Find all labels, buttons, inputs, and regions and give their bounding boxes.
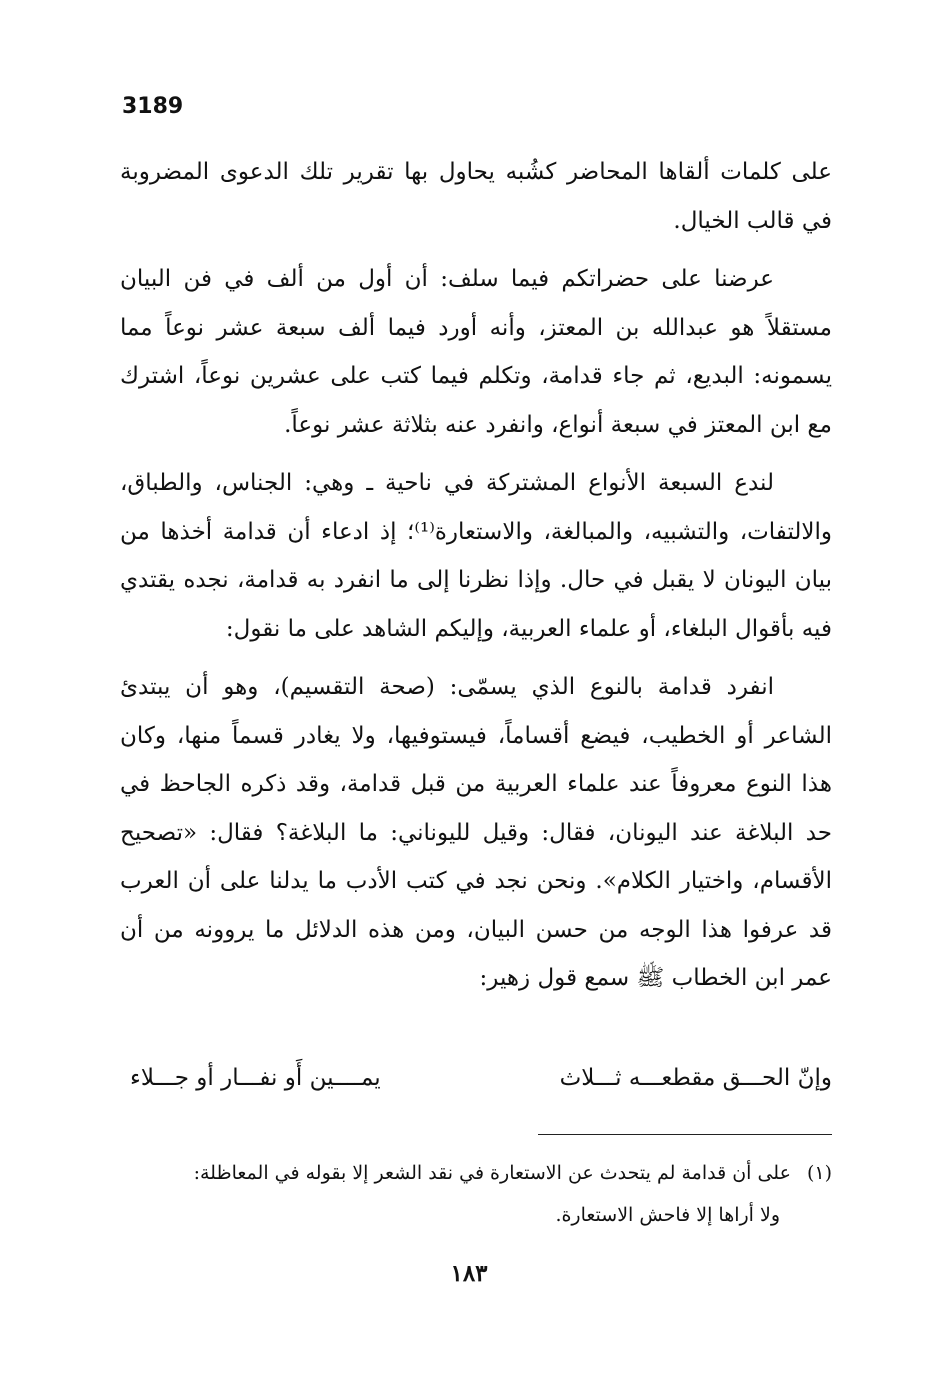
scan-page-number: 3189	[122, 94, 184, 119]
paragraph-division-soundness: انفرد قدامة بالنوع الذي يسمّى: (صحة التقسيم)، وهو أن يبتدئ الشاعر أو الخطيب، فيضع أقساماً، فيستوفيها، ولا يغادر قسماً منها، وكان هذا النوع معروفاً عند علماء العربية من قبل قدامة، وقد ذكره الجاحظ في حد البلاغة عند اليونان، فقال: وقيل لليوناني: ما البلاغة؟ فقال: «تصحيح الأقسام، واختيار الكلام». ونحن نجد في كتب الأدب ما يدلنا على أن العرب قد عرفوا هذا الوجه من حسن البيان، ومن هذه الدلائل ما يروونه من أن عمر ابن الخطاب ﷺ سمع قول زهير:	[120, 674, 832, 991]
main-text	[120, 148, 832, 1013]
footnote-marker: (١)	[806, 1162, 832, 1184]
paragraph-ibn-al-mutazz: عرضنا على حضراتكم فيما سلف: أن أول من ألف في فن البيان مستقلاً هو عبدالله بن المعتز، وأنه أورد فيما ألف سبعة عشر نوعاً مما يسمونه: البديع، ثم جاء قدامة، وتكلم فيما كتب على عشرين نوعاً، اشترك مع ابن المعتز في سبعة أنواع، وانفرد عنه بثلاثة عشر نوعاً.	[120, 266, 832, 438]
footnote-line-1: على أن قدامة لم يتحدث عن الاستعارة في نقد الشعر إلا بقوله في المعاظلة:	[193, 1162, 791, 1184]
footnote	[120, 1152, 832, 1236]
poetry-verse	[120, 1054, 832, 1102]
verse-second-hemistich: يمــــين أَو نفـــار أو جـــلاء	[130, 1065, 381, 1091]
footnote-divider	[538, 1134, 832, 1135]
verse-first-hemistich: وإنّ الحـــق مقطعـــه ثـــلاث	[559, 1065, 832, 1091]
footnote-line-2: ولا أراها إلا فاحش الاستعارة.	[555, 1204, 780, 1226]
paragraph-shared-types: لندع السبعة الأنواع المشتركة في ناحية ـ وهي: الجناس، والطباق، والالتفات، والتشبيه، والمبالغة، والاستعارة⁽¹⁾؛ إذ ادعاء أن قدامة أخذها من بيان اليونان لا يقبل في حال. وإذا نظرنا إلى ما انفرد به قدامة، نجده يقتدي فيه بأقوال البلغاء، أو علماء العربية، وإليكم الشاهد على ما نقول:	[120, 470, 833, 642]
paragraph-intro: على كلمات ألقاها المحاضر كشُبه يحاول بها تقرير تلك الدعوى المضروبة في قالب الخيال.	[120, 159, 832, 234]
page-number: ١٨٣	[450, 1260, 488, 1287]
